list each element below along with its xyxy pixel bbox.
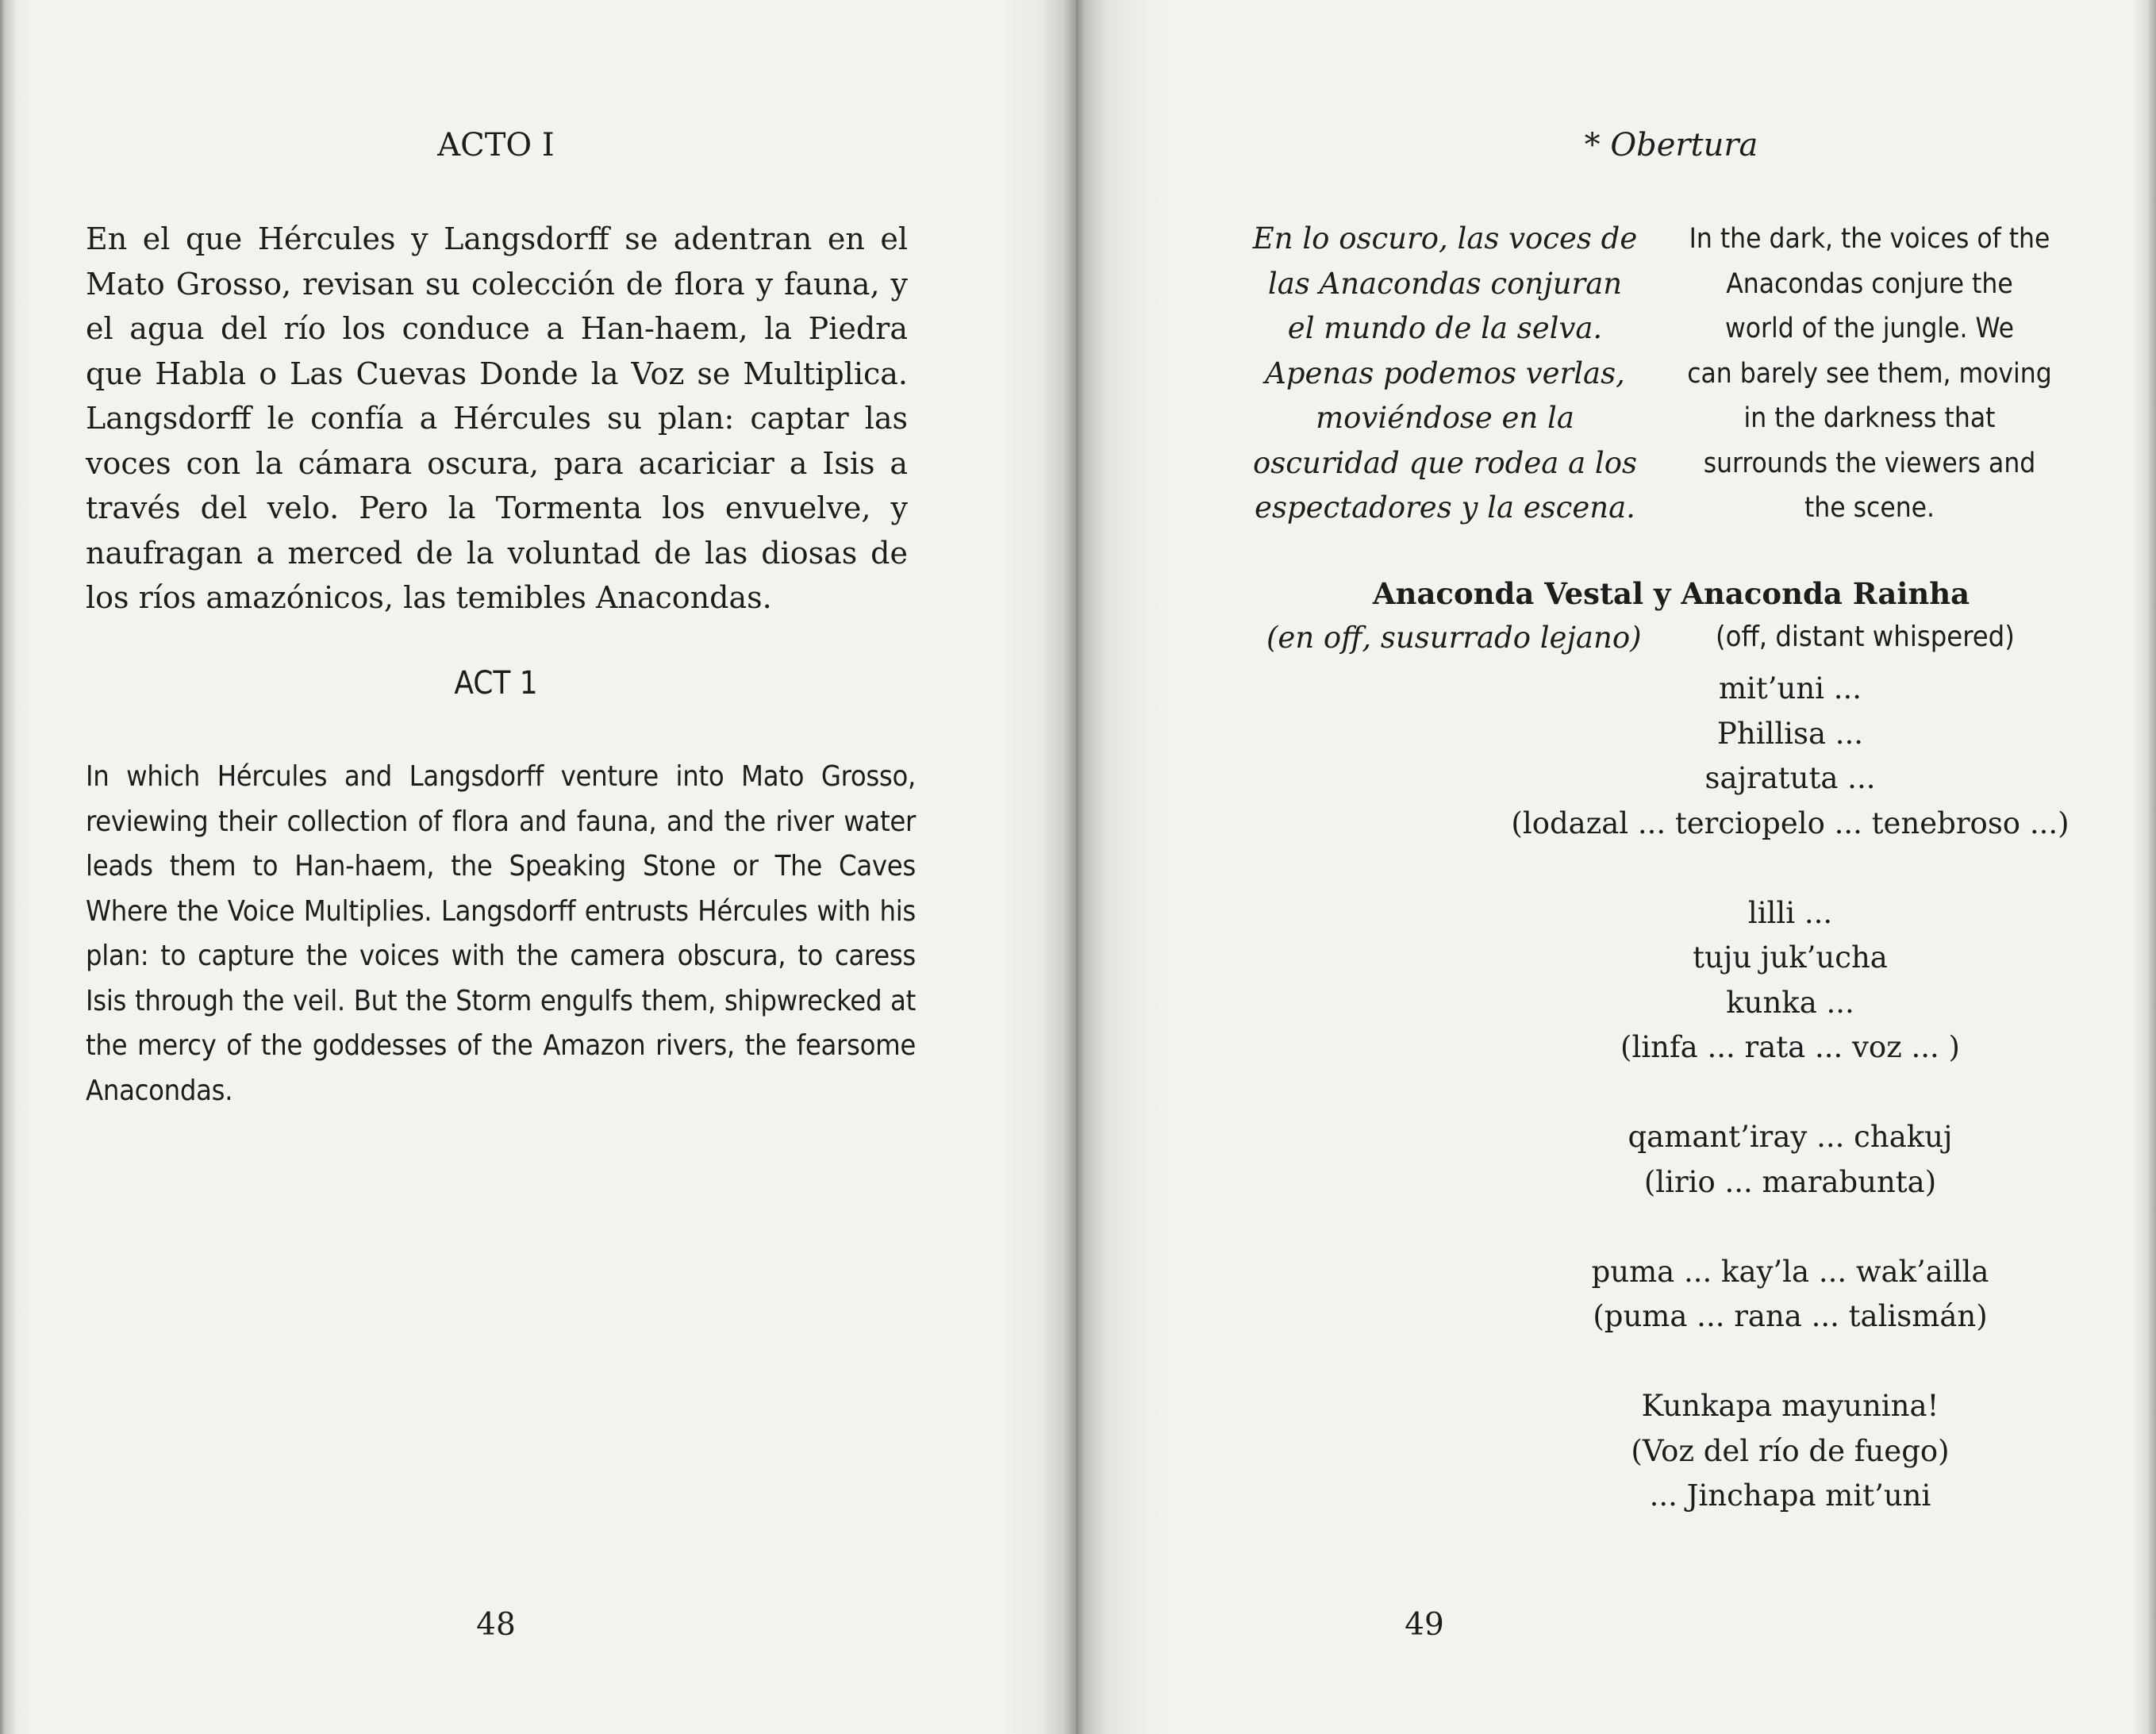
verse-line: Phillisa ...	[1716, 716, 1864, 751]
verse-line: (linfa ... rata ... voz ... )	[1620, 1030, 1960, 1064]
stage-direction-english	[1663, 217, 2076, 531]
left-page	[0, 0, 1076, 1734]
verse-line: puma ... kay’la ... wak’ailla	[1591, 1254, 1989, 1289]
stage-line-spanish: oscuridad que rodea a los	[1253, 445, 1637, 480]
stage-line-english: the scene.	[1804, 492, 1935, 524]
verse-line: (Voz del río de fuego)	[1631, 1433, 1950, 1468]
verse-line: (lirio ... marabunta)	[1643, 1164, 1937, 1199]
verse-line: Kunkapa mayunina!	[1641, 1389, 1939, 1423]
stage-line-spanish: moviéndose en la	[1316, 401, 1574, 435]
speaker-name: Anaconda Vestal y Anaconda Rainha	[1372, 576, 1970, 611]
act-summary-english: In which Hércules and Langsdorff venture into Mato Grosso, reviewing their collection of flora and fauna, and the river water leads them to Han-haem, the Speaking Stone or The Caves Where the Voice Multiplies. Langsdorff entrusts Hércules with his plan: to capture the voices with the camera obscura, to caress Isis through the veil. But the Storm engulfs them, shipwrecked at the mercy of the goddesses of the Amazon rivers, the fearsome Anacondas.	[86, 760, 916, 1107]
page-number: 48	[476, 1607, 516, 1643]
stage-line-english: can barely see them, moving	[1687, 357, 2052, 390]
verse-line: qamant’iray ... chakuj	[1628, 1120, 1953, 1154]
delivery-direction-spanish: (en off, susurrado lejano)	[1266, 621, 1642, 655]
stanza-break	[1393, 846, 2156, 891]
stage-line-spanish: las Anacondas conjuran	[1267, 266, 1623, 301]
verse-line: kunka ...	[1726, 985, 1854, 1020]
act-heading-spanish: ACTO I	[437, 127, 555, 163]
stage-line-english: In the dark, the voices of the	[1689, 223, 2050, 255]
verse-line: lilli ...	[1747, 895, 1833, 930]
page-number: 49	[1405, 1607, 1444, 1643]
verse-line: (puma ... rana ... talismán)	[1593, 1299, 1988, 1333]
act-summary-spanish: En el que Hércules y Langsdorff se adentran en el Mato Grosso, revisan su colección de flora y fauna, y el agua del río los conduce a Han-haem, la Piedra que Habla o Las Cuevas Donde la Voz se Multiplica. Langsdorff le confía a Hércules su plan: captar las voces con la cámara oscura, para acariciar a Isis a través del velo. Pero la Tormenta los envuelve, y naufragan a merced de la voluntad de las diosas de los ríos amazónicos, las temibles Anacondas.	[86, 221, 908, 615]
verse-block	[1393, 667, 2156, 1519]
verse-line: tuju juk’ucha	[1693, 940, 1888, 975]
stage-line-english: in the darkness that	[1743, 402, 1996, 434]
verse-line: (lodazal ... terciopelo ... tenebroso ...)	[1511, 805, 2070, 840]
delivery-direction-english: (off, distant whispered)	[1716, 621, 2015, 653]
stage-line-english: surrounds the viewers and	[1703, 447, 2036, 479]
verse-line: mit’uni ...	[1718, 671, 1862, 706]
stage-line-spanish: el mundo de la selva.	[1287, 311, 1603, 345]
stage-direction-spanish	[1243, 217, 1647, 531]
verse-line: sajratuta ...	[1704, 761, 1876, 795]
act-heading-english: ACT 1	[454, 665, 538, 702]
stanza-break	[1393, 1205, 2156, 1250]
verse-line: ... Jinchapa mit’uni	[1649, 1478, 1931, 1513]
stage-line-spanish: espectadores y la escena.	[1255, 490, 1635, 525]
stage-line-spanish: En lo oscuro, las voces de	[1252, 221, 1638, 256]
stanza-break	[1393, 1071, 2156, 1116]
stage-line-spanish: Apenas podemos verlas,	[1265, 356, 1625, 390]
section-title: * Obertura	[1584, 127, 1758, 163]
stanza-break	[1393, 1340, 2156, 1385]
stage-line-english: Anacondas conjure the	[1726, 267, 2013, 300]
stage-line-english: world of the jungle. We	[1725, 313, 2014, 344]
right-page	[1076, 0, 2156, 1734]
